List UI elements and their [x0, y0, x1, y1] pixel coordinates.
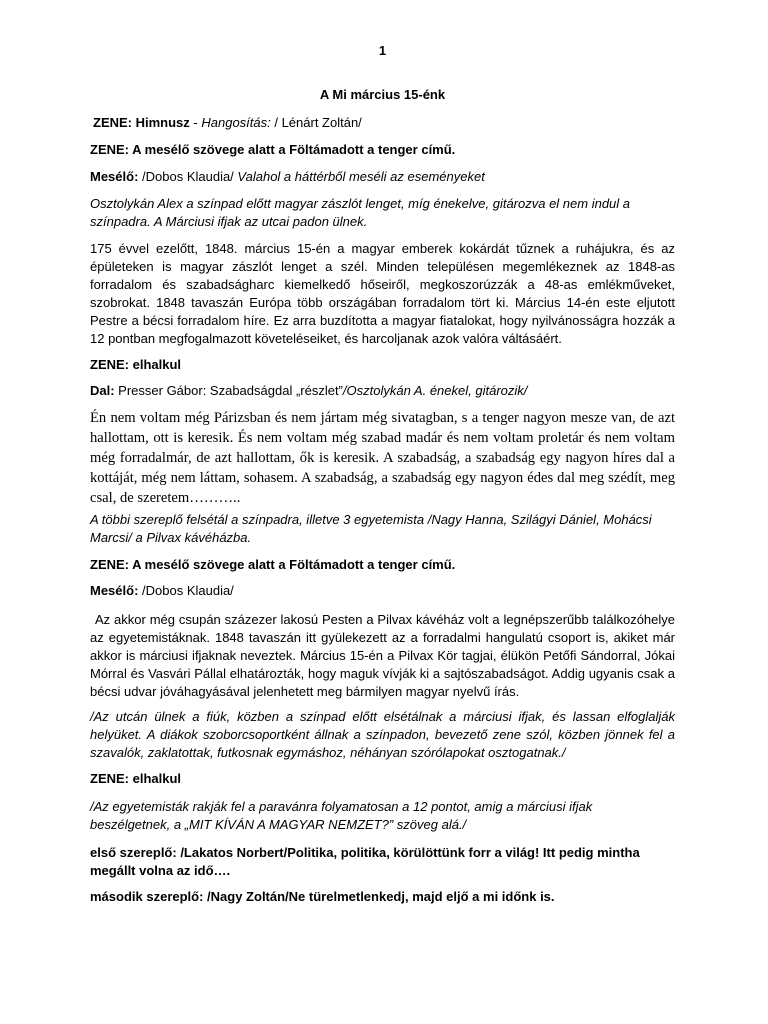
actor-name: /Nagy Zoltán/	[203, 889, 289, 904]
song-title: Presser Gábor: Szabadságdal „részlet”	[114, 383, 343, 398]
music-cue-fade-1: ZENE: elhalkul	[90, 357, 182, 372]
actor-role: második szereplő:	[90, 889, 204, 904]
stage-direction-4: /Az egyetemisták rakják fel a paravánra folyamatosan a 12 pontot, amig a márciusi ifjak beszélgetnek, a „MIT KÍVÁN A MAGYAR NEMZET?” szöveg alá./	[90, 799, 593, 832]
song-note: /Osztolykán A. énekel, gitározik/	[342, 383, 528, 398]
stage-direction-2: A többi szereplő felsétál a színpadra, illetve 3 egyetemista /Nagy Hanna, Szilágyi Dániel, Mohácsi Marcsi/ a Pilvax kávéházba.	[90, 512, 652, 545]
narrator-line-1	[90, 168, 675, 186]
song-line	[90, 382, 675, 400]
music-cue-2: ZENE: A mesélő szövege alatt a Föltámadott a tenger című.	[90, 557, 456, 572]
narration-paragraph-2: Az akkor még csupán százezer lakosú Pesten a Pilvax kávéház volt a legnépszerűbb találkozóhelye az egyetemistáknak. 1848 tavaszán itt gyülekezett az a forradalmi hangulatú csoport is, akiket már akkor is márciusi ifjaknak neveztek. Március 15-én a Pilvax Kör tagjai, élükön Petőfi Sándorral, Jókai Mórral és Vasvári Pállal elhatározták, hogy maguk vívják ki a sajtószabadságot. Addig ugyanis csak a bécsi udvar jóváhagyásával jelenhetett meg bármilyen magyar nyelvű írás.	[90, 612, 675, 699]
music-cue-1: ZENE: A mesélő szövege alatt a Föltámadott a tenger című.	[90, 142, 456, 157]
actor-speech: Ne türelmetlenkedj, majd eljő a mi időnk is.	[288, 889, 555, 904]
actor-name: /Lakatos Norbert/	[176, 845, 288, 860]
music-cue-fade-2: ZENE: elhalkul	[90, 771, 182, 786]
actor-line-2	[90, 888, 675, 906]
actor-line-1	[90, 844, 675, 880]
sound-label: Hangosítás:	[201, 115, 271, 130]
narrator-name: /Dobos Klaudia/	[138, 169, 238, 184]
stage-direction-1: Osztolykán Alex a színpad előtt magyar zászlót lenget, míg énekelve, gitározva el nem indul a színpadra. A Márciusi ifjak az utcai padon ülnek.	[90, 196, 631, 229]
sound-person: / Lénárt Zoltán/	[270, 115, 362, 130]
song-lyrics: Én nem voltam még Párizsban és nem jártam még sivatagban, s a tenger nagyon mesze van, de azt hallottam, ott is keresik. És nem voltam még szabad madár és nem voltam proletár és nem voltam még forradalmár, de azt hallottam, ők is keresik. A szabadság, a szabadság egy nagyon híres dal a kottáját, még nem láttam, sohasem. A szabadság, a szabadság egy nagyon édes dal meg szédít, meg csal, de szeretem………..	[90, 410, 675, 506]
narrator-line-2	[90, 582, 675, 600]
separator: -	[189, 115, 202, 130]
narrator-note: Valahol a háttérből meséli az eseményeket	[237, 169, 485, 184]
actor-role: első szereplő:	[90, 845, 177, 860]
song-label: Dal:	[90, 383, 115, 398]
music-label: ZENE: Himnusz	[93, 115, 190, 130]
narrator-name: /Dobos Klaudia/	[138, 583, 234, 598]
page-number: 1	[378, 43, 387, 58]
document-title: A Mi március 15-énk	[319, 87, 446, 102]
narration-paragraph-1: 175 évvel ezelőtt, 1848. március 15-én a magyar emberek kokárdát tűznek a ruhájukra, és az épületeken is magyar zászlót lenget a szél. Minden településen megemlékeznek az 1848-as forradalom és szabadságharc kiemelkedő hőseiről, megkoszorúzzák a 48-as emlékműveket, szobrokat. 1848 tavaszán Európa több országában forradalom tört ki. Március 14-én este eljutott Pestre a bécsi forradalom híre. Ez arra buzdította a magyar fiatalokat, hogy nyilvánosságra hozzák a 12 pontban megfogalmazott követeléseiket, és harcoljanak azok valóra váltásáért.	[90, 241, 675, 346]
narrator-label: Mesélő:	[90, 169, 139, 184]
narrator-label: Mesélő:	[90, 583, 139, 598]
stage-direction-3: /Az utcán ülnek a fiúk, közben a színpad előtt elsétálnak a márciusi ifjak, és lassan elfoglalják helyüket. A diákok szoborcsoportként állnak a színpadon, bevezető zene szól, közben jönnek fel a szavalók, zaklatottak, futkosnak egymáshoz, néhányan szórólapokat osztogatnak./	[90, 709, 675, 760]
music-cue-anthem	[93, 114, 678, 132]
actor-speech: Politika, politika, körülöttünk forr a világ! Itt pedig mintha megállt volna az idő….	[90, 845, 640, 878]
